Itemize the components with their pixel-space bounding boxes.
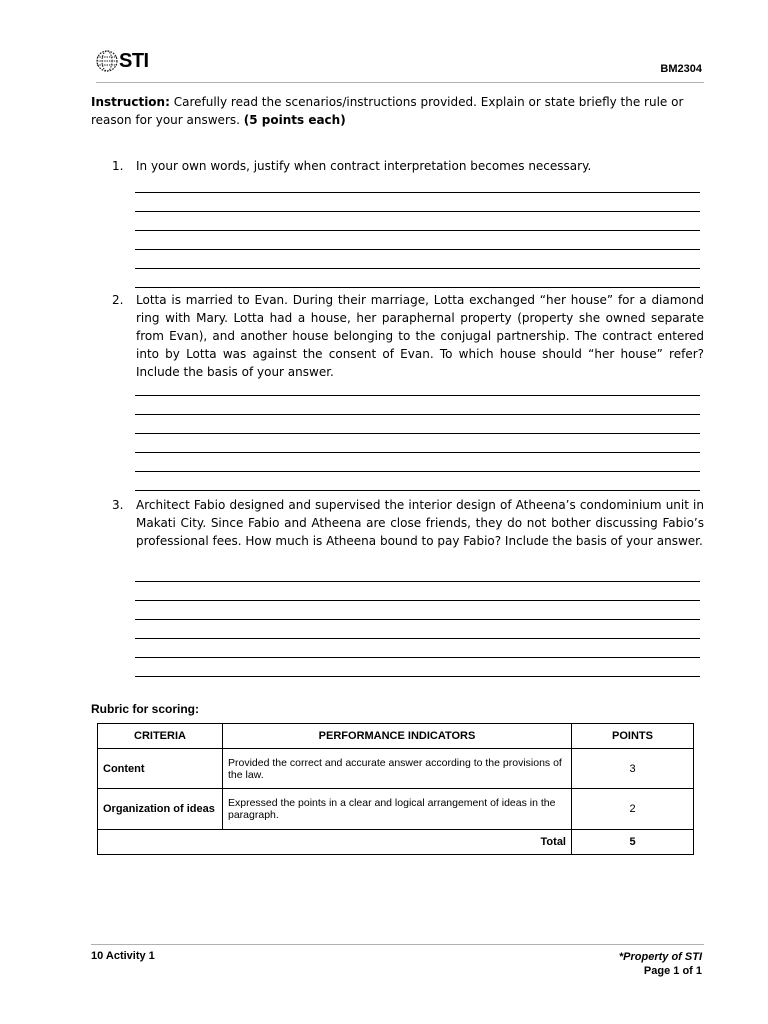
indicator-cell: Expressed the points in a clear and logical arrangement of ideas in the paragraph.	[223, 789, 572, 830]
logo-text: STI	[119, 50, 149, 72]
question-number: 1.	[112, 159, 124, 173]
answer-area-2[interactable]	[135, 377, 700, 491]
criteria-cell: Organization of ideas	[98, 789, 223, 830]
question-3	[112, 496, 704, 550]
answer-line[interactable]	[135, 193, 700, 212]
instruction	[91, 93, 705, 129]
answer-line[interactable]	[135, 658, 700, 677]
question-text: Lotta is married to Evan. During their marriage, Lotta exchanged “her house” for a diamond ring with Mary. Lotta had a house, her paraphernal property (property she owned separate from Evan), and another house belonging to the conjugal partnership. The contract entered into by Lotta was against the consent of Evan. To which house should “her house” refer? Include the basis of your answer.	[136, 293, 704, 379]
answer-line[interactable]	[135, 434, 700, 453]
rubric-header-row	[98, 724, 694, 749]
total-value: 5	[572, 830, 694, 855]
answer-line[interactable]	[135, 582, 700, 601]
rubric-total-row	[98, 830, 694, 855]
question-2	[112, 291, 704, 381]
footer-info	[619, 950, 702, 978]
answer-line[interactable]	[135, 601, 700, 620]
answer-line[interactable]	[135, 563, 700, 582]
header-points: POINTS	[572, 724, 694, 749]
points-cell: 3	[572, 749, 694, 789]
globe-icon	[96, 50, 118, 72]
answer-line[interactable]	[135, 212, 700, 231]
total-label: Total	[98, 830, 572, 855]
footer-page: Page 1 of 1	[643, 965, 702, 977]
answer-area-3[interactable]	[135, 563, 700, 677]
points-cell: 2	[572, 789, 694, 830]
rubric-row-content	[98, 749, 694, 789]
question-number: 3.	[112, 498, 124, 512]
answer-line[interactable]	[135, 231, 700, 250]
indicator-cell: Provided the correct and accurate answer according to the provisions of the law.	[223, 749, 572, 789]
footer-property: *Property of STI	[618, 951, 702, 963]
answer-line[interactable]	[135, 250, 700, 269]
answer-line[interactable]	[135, 472, 700, 491]
footer-activity: 10 Activity 1	[91, 950, 155, 962]
answer-area-1[interactable]	[135, 174, 700, 288]
answer-line[interactable]	[135, 377, 700, 396]
answer-line[interactable]	[135, 415, 700, 434]
instruction-label: Instruction:	[91, 95, 170, 109]
instruction-text: Carefully read the scenarios/instructions provided. Explain or state briefly the rule or reason for your answers.	[91, 95, 684, 127]
answer-line[interactable]	[135, 396, 700, 415]
question-1	[112, 157, 704, 175]
answer-line[interactable]	[135, 269, 700, 288]
document-code: BM2304	[660, 63, 702, 75]
question-text: Architect Fabio designed and supervised the interior design of Atheena’s condominium unit in Makati City. Since Fabio and Atheena are close friends, they do not bother discussing Fabio’s professional fees. How much is Atheena bound to pay Fabio? Include the basis of your answer.	[136, 498, 704, 548]
sti-logo	[96, 50, 149, 72]
instruction-points: (5 points each)	[243, 113, 346, 127]
answer-line[interactable]	[135, 620, 700, 639]
question-text: In your own words, justify when contract interpretation becomes necessary.	[136, 159, 592, 173]
header-indicators: PERFORMANCE INDICATORS	[223, 724, 572, 749]
footer-divider	[91, 944, 704, 945]
rubric-table	[97, 723, 694, 855]
answer-line[interactable]	[135, 639, 700, 658]
rubric-row-organization	[98, 789, 694, 830]
header-criteria: CRITERIA	[98, 724, 223, 749]
header-divider	[96, 82, 704, 83]
answer-line[interactable]	[135, 453, 700, 472]
criteria-cell: Content	[98, 749, 223, 789]
question-number: 2.	[112, 293, 124, 307]
rubric-title: Rubric for scoring:	[91, 702, 200, 716]
answer-line[interactable]	[135, 174, 700, 193]
